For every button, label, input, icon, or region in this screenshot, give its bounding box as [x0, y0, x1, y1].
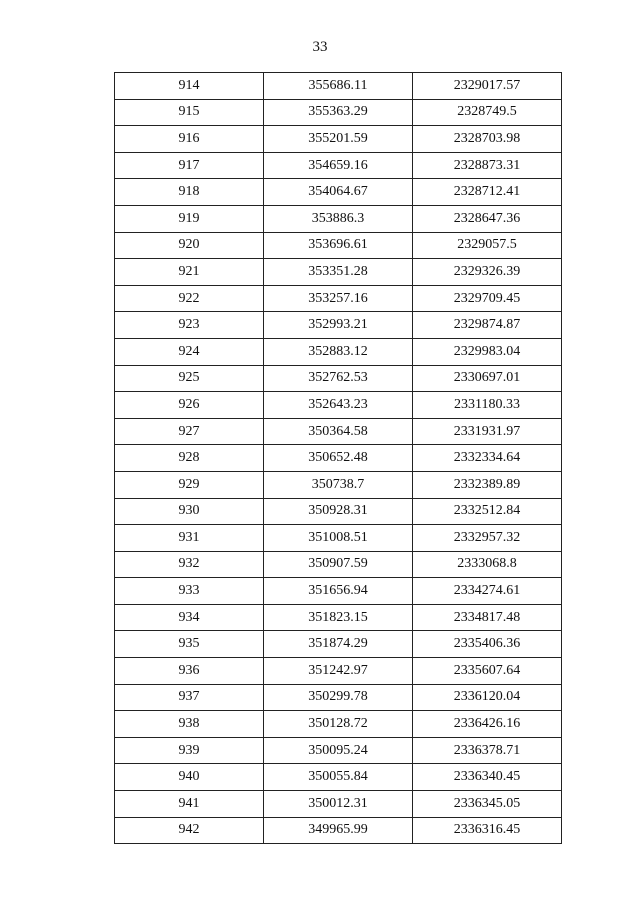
table-row [115, 604, 562, 631]
table-row [115, 498, 562, 525]
x-coordinate-cell: 355686.11 [264, 73, 413, 100]
x-coordinate-cell: 351874.29 [264, 631, 413, 658]
point-number-cell: 923 [115, 312, 264, 339]
x-coordinate-cell: 350012.31 [264, 791, 413, 818]
x-coordinate-cell: 351823.15 [264, 604, 413, 631]
table-row [115, 764, 562, 791]
table-row [115, 338, 562, 365]
point-number-cell: 934 [115, 604, 264, 631]
point-number-cell: 932 [115, 551, 264, 578]
table-row [115, 232, 562, 259]
y-coordinate-cell: 2334817.48 [413, 604, 562, 631]
x-coordinate-cell: 352993.21 [264, 312, 413, 339]
point-number-cell: 924 [115, 338, 264, 365]
y-coordinate-cell: 2331180.33 [413, 392, 562, 419]
y-coordinate-cell: 2334274.61 [413, 578, 562, 605]
y-coordinate-cell: 2329983.04 [413, 338, 562, 365]
table-row [115, 126, 562, 153]
point-number-cell: 939 [115, 737, 264, 764]
x-coordinate-cell: 350055.84 [264, 764, 413, 791]
y-coordinate-cell: 2336345.05 [413, 791, 562, 818]
x-coordinate-cell: 352762.53 [264, 365, 413, 392]
point-number-cell: 928 [115, 445, 264, 472]
point-number-cell: 914 [115, 73, 264, 100]
point-number-cell: 931 [115, 525, 264, 552]
x-coordinate-cell: 352883.12 [264, 338, 413, 365]
point-number-cell: 918 [115, 179, 264, 206]
x-coordinate-cell: 350907.59 [264, 551, 413, 578]
point-number-cell: 941 [115, 791, 264, 818]
y-coordinate-cell: 2332389.89 [413, 471, 562, 498]
table-row [115, 418, 562, 445]
table-row [115, 711, 562, 738]
x-coordinate-cell: 350299.78 [264, 684, 413, 711]
x-coordinate-cell: 350095.24 [264, 737, 413, 764]
table-row [115, 578, 562, 605]
point-number-cell: 938 [115, 711, 264, 738]
point-number-cell: 919 [115, 205, 264, 232]
x-coordinate-cell: 350738.7 [264, 471, 413, 498]
table-row [115, 658, 562, 685]
y-coordinate-cell: 2329017.57 [413, 73, 562, 100]
x-coordinate-cell: 353351.28 [264, 259, 413, 286]
y-coordinate-cell: 2333068.8 [413, 551, 562, 578]
table-row [115, 525, 562, 552]
point-number-cell: 930 [115, 498, 264, 525]
point-number-cell: 933 [115, 578, 264, 605]
x-coordinate-cell: 353696.61 [264, 232, 413, 259]
y-coordinate-cell: 2331931.97 [413, 418, 562, 445]
y-coordinate-cell: 2328647.36 [413, 205, 562, 232]
x-coordinate-cell: 349965.99 [264, 817, 413, 844]
y-coordinate-cell: 2329874.87 [413, 312, 562, 339]
table-row [115, 445, 562, 472]
table-row [115, 179, 562, 206]
table-row [115, 365, 562, 392]
table-row [115, 684, 562, 711]
x-coordinate-cell: 353257.16 [264, 285, 413, 312]
table-row [115, 791, 562, 818]
y-coordinate-cell: 2336316.45 [413, 817, 562, 844]
y-coordinate-cell: 2332957.32 [413, 525, 562, 552]
table-row [115, 312, 562, 339]
point-number-cell: 917 [115, 152, 264, 179]
table-row [115, 152, 562, 179]
x-coordinate-cell: 350364.58 [264, 418, 413, 445]
x-coordinate-cell: 351242.97 [264, 658, 413, 685]
page-number: 33 [312, 39, 328, 55]
x-coordinate-cell: 353886.3 [264, 205, 413, 232]
table-row [115, 551, 562, 578]
point-number-cell: 942 [115, 817, 264, 844]
x-coordinate-cell: 350128.72 [264, 711, 413, 738]
y-coordinate-cell: 2328703.98 [413, 126, 562, 153]
y-coordinate-cell: 2336426.16 [413, 711, 562, 738]
point-number-cell: 926 [115, 392, 264, 419]
point-number-cell: 922 [115, 285, 264, 312]
y-coordinate-cell: 2336378.71 [413, 737, 562, 764]
y-coordinate-cell: 2336120.04 [413, 684, 562, 711]
y-coordinate-cell: 2328712.41 [413, 179, 562, 206]
y-coordinate-cell: 2332334.64 [413, 445, 562, 472]
y-coordinate-cell: 2328873.31 [413, 152, 562, 179]
table-row [115, 285, 562, 312]
table-row [115, 205, 562, 232]
point-number-cell: 936 [115, 658, 264, 685]
y-coordinate-cell: 2332512.84 [413, 498, 562, 525]
point-number-cell: 915 [115, 99, 264, 126]
coordinate-table [114, 72, 562, 844]
point-number-cell: 921 [115, 259, 264, 286]
point-number-cell: 925 [115, 365, 264, 392]
table-row [115, 631, 562, 658]
y-coordinate-cell: 2330697.01 [413, 365, 562, 392]
y-coordinate-cell: 2329326.39 [413, 259, 562, 286]
y-coordinate-cell: 2328749.5 [413, 99, 562, 126]
y-coordinate-cell: 2329057.5 [413, 232, 562, 259]
x-coordinate-cell: 355363.29 [264, 99, 413, 126]
table-row [115, 259, 562, 286]
y-coordinate-cell: 2336340.45 [413, 764, 562, 791]
table-row [115, 737, 562, 764]
point-number-cell: 916 [115, 126, 264, 153]
y-coordinate-cell: 2335406.36 [413, 631, 562, 658]
point-number-cell: 935 [115, 631, 264, 658]
x-coordinate-cell: 354064.67 [264, 179, 413, 206]
point-number-cell: 927 [115, 418, 264, 445]
point-number-cell: 929 [115, 471, 264, 498]
point-number-cell: 937 [115, 684, 264, 711]
coordinate-table-body [115, 73, 562, 844]
table-row [115, 392, 562, 419]
x-coordinate-cell: 350652.48 [264, 445, 413, 472]
y-coordinate-cell: 2335607.64 [413, 658, 562, 685]
table-row [115, 99, 562, 126]
point-number-cell: 920 [115, 232, 264, 259]
table-row [115, 73, 562, 100]
point-number-cell: 940 [115, 764, 264, 791]
table-row [115, 471, 562, 498]
table-row [115, 817, 562, 844]
x-coordinate-cell: 351656.94 [264, 578, 413, 605]
x-coordinate-cell: 354659.16 [264, 152, 413, 179]
x-coordinate-cell: 350928.31 [264, 498, 413, 525]
x-coordinate-cell: 351008.51 [264, 525, 413, 552]
x-coordinate-cell: 352643.23 [264, 392, 413, 419]
y-coordinate-cell: 2329709.45 [413, 285, 562, 312]
x-coordinate-cell: 355201.59 [264, 126, 413, 153]
